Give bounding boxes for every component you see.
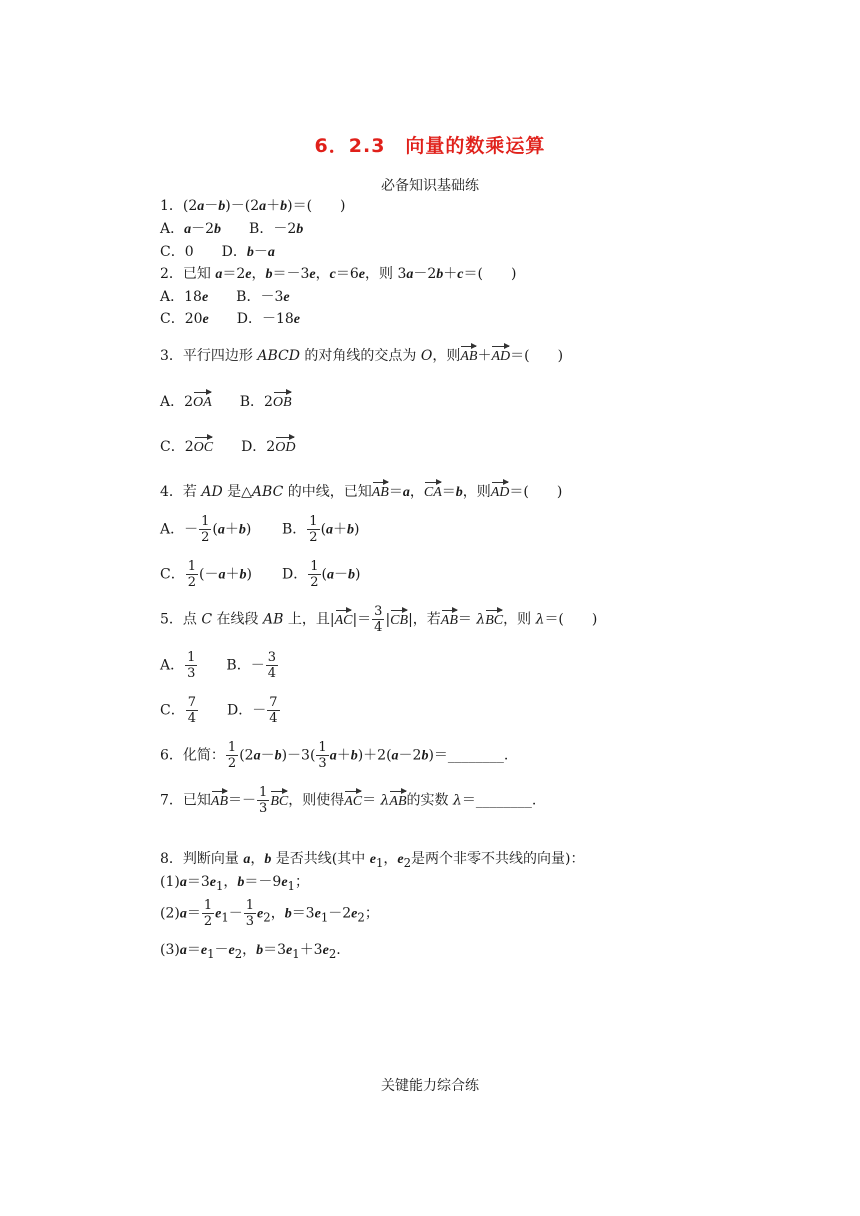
question-1-options-ab: A．a－2b B．－2b [160,221,304,237]
section-heading-key-ability: 关键能力综合练 [381,1078,479,1094]
question-3-stem: 3．平行四边形 ABCD 的对角线的交点为 O，则AB＋AD＝( ) [160,346,563,367]
question-8-part-3: $(3)a=e_1-e_2$，$b=3e_1+3e_2$. [160,942,341,961]
section-heading-basic: 必备知识基础练 [381,178,479,194]
question-5-options-ab: A． $\frac{1}{3}$ B．－ $\frac{3}{4}$ [160,650,276,681]
question-7-stem: 7．已知AB＝－ $\frac{1}{3}$ BC，则使得AC＝ λAB的实数 λ＝________. [160,785,537,816]
question-8-part-2: (2)a＝ $\frac{1}{2}$ $e_1-$ $\frac{1}{3}$ $e_2$，$b=3e_1-2e_2$； [160,898,379,929]
question-4-option-a: A．－ $\frac{1}{2}$ (a＋b) [160,514,252,545]
question-4-option-c: C． $\frac{1}{2}$ (－a＋b) [160,559,252,590]
question-5-options-cd: C． $\frac{7}{4}$ D．－ $\frac{7}{4}$ [160,695,278,726]
question-4-option-b: B． $\frac{1}{2}$ (a＋b) [282,514,360,545]
question-3-options-ab: A．2OA B．2OB [160,392,292,413]
page-title: 6．2.3 向量的数乘运算 [314,135,546,157]
question-3-options-cd: C．2OC D．2OD [160,437,295,458]
question-2-options-cd: C．20e D．－18e [160,311,301,327]
question-5-stem: 5．点 C 在线段 AB 上，且|AC|＝ $\frac{3}{4}$ |CB|，若AB＝ λBC，则 λ＝( ) [160,604,598,635]
question-4-stem: 4．若 AD 是△ABC 的中线，已知AB＝a，CA＝b，则AD＝( ) [160,482,562,503]
question-2-options-ab: A．18e B．－3e [160,289,290,305]
question-1-stem: 1．(2a－b)－(2a＋b)＝( ) [160,198,346,214]
question-8-part-1: $(1)a=3e_1$，$b=-9e_1$； [160,874,309,893]
question-1-options-cd: C．0 D．b－a [160,244,275,260]
question-8-stem: 8．判断向量 a，b 是否共线(其中 $e_1$，$e_2$是两个非零不共线的向量)： [160,851,585,870]
question-2-stem: 2．已知 a＝2e，b＝－3e，c＝6e，则 3a－2b＋c＝( ) [160,266,517,282]
question-4-option-d: D． $\frac{1}{2}$ (a－b) [282,559,361,590]
question-6-stem: 6．化简： $\frac{1}{2}$ (2a－b)－3( $\frac{1}{3}$ a＋b)＋2(a－2b)＝________. [160,740,509,771]
